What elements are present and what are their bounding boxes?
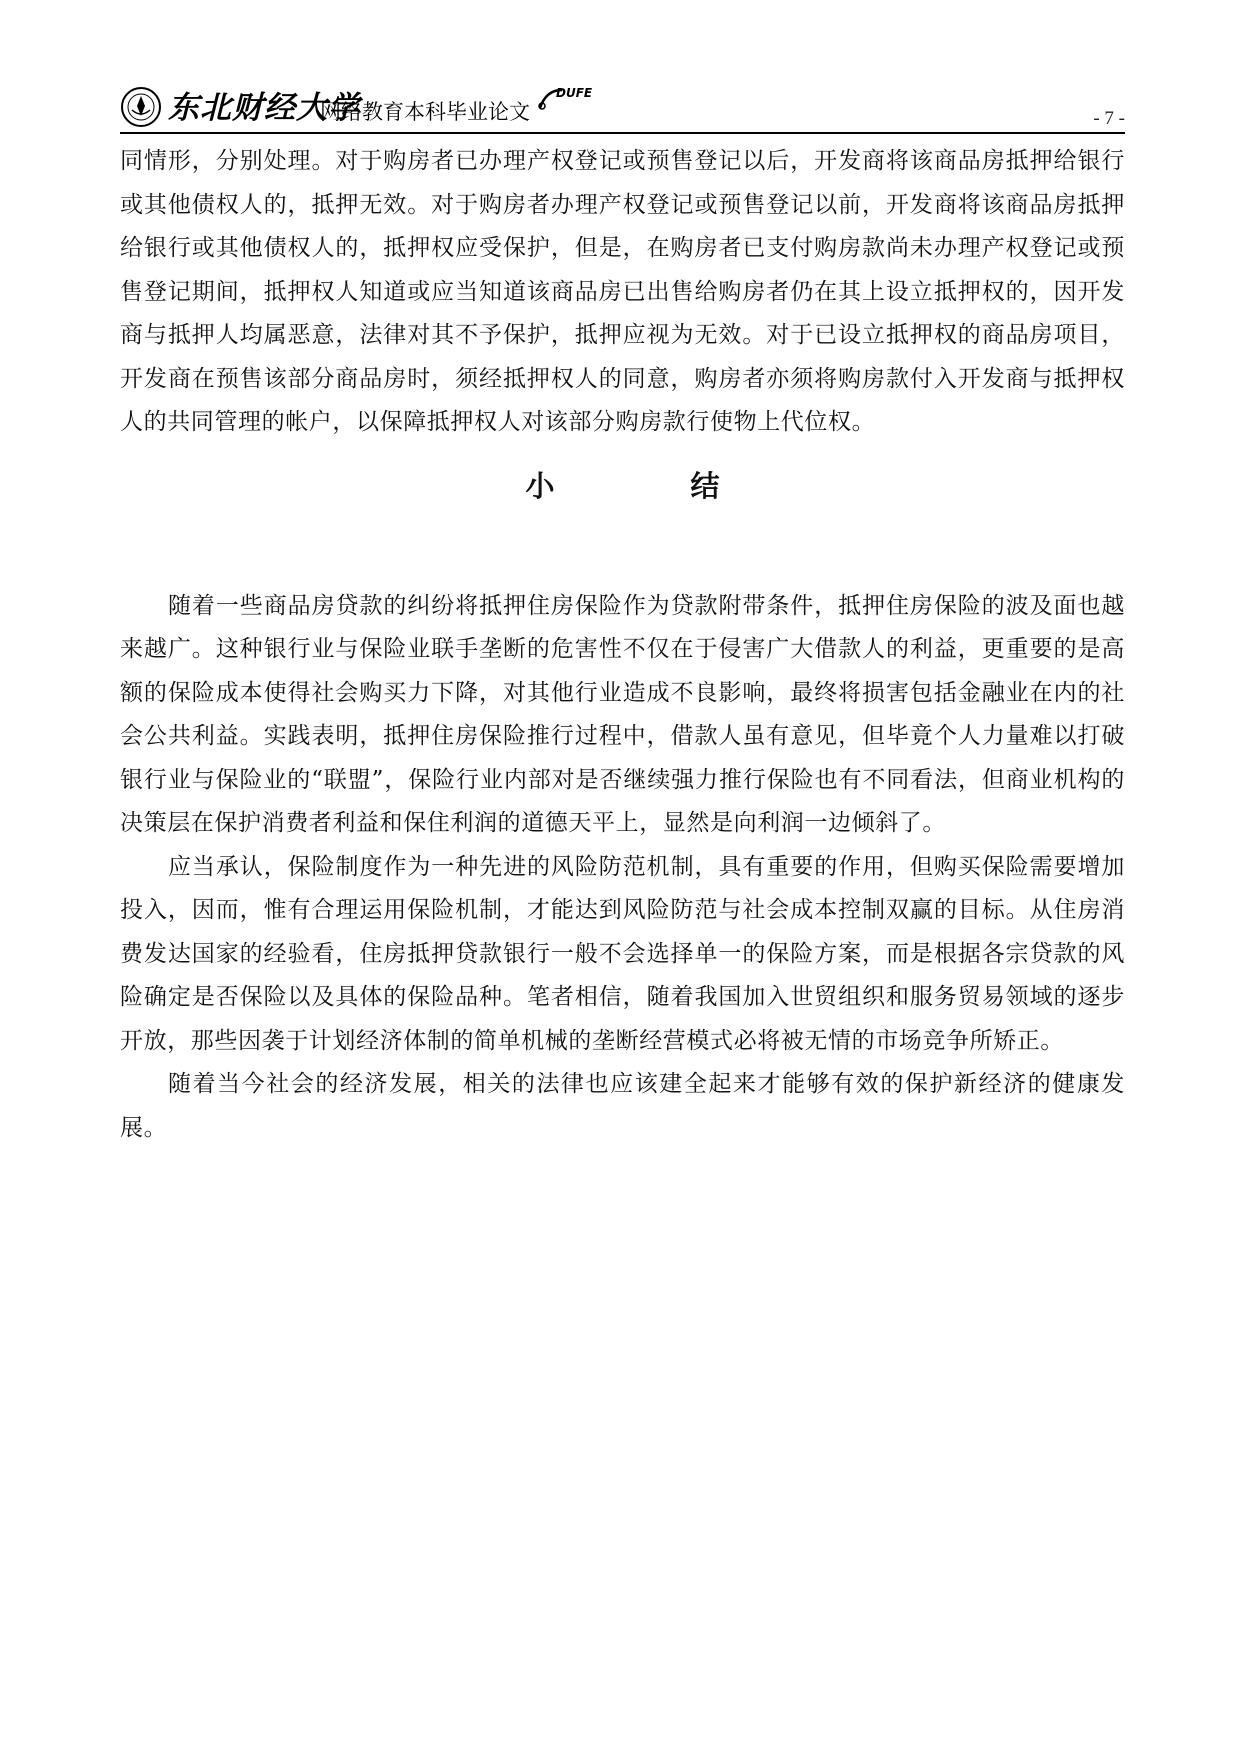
section-title	[120, 457, 1125, 515]
university-seal-icon	[120, 86, 162, 128]
page-number: - 7 -	[1093, 108, 1125, 129]
summary-paragraph: 随着当今社会的经济发展，相关的法律也应该建全起来才能够有效的保护新经济的健康发展。	[120, 1071, 1125, 1141]
page-header	[120, 84, 1125, 134]
summary-paragraph: 随着一些商品房贷款的纠纷将抵押住房保险作为贷款附带条件，抵押住房保险的波及面也越来越广。这种银行业与保险业联手垄断的危害性不仅在于侵害广大借款人的利益，更重要的是高额的保险成本使得社会购买力下降，对其他行业造成不良影响，最终将损害包括金融业在内的社会公共利益。实践表明，抵押住房保险推行过程中，借款人虽有意见，但毕竟个人力量难以打破银行业与保险业的“联盟”，保险行业内部对是否继续强力推行保险也有不同看法，但商业机构的决策层在保护消费者利益和保住利润的道德天平上，显然是向利润一边倾斜了。	[120, 592, 1125, 836]
header-subtitle: 网络教育本科毕业论文	[320, 100, 530, 124]
continuation-paragraph: 同情形，分别处理。对于购房者已办理产权登记或预售登记以后，开发商将该商品房抵押给银行或其他债权人的，抵押无效。对于购房者办理产权登记或预售登记以前，开发商将该商品房抵押给银行或其他债权人的，抵押权应受保护，但是，在购房者已支付购房款尚未办理产权登记或预售登记期间，抵押权人知道或应当知道该商品房已出售给购房者仍在其上设立抵押权的，因开发商与抵押人均属恶意，法律对其不予保护，抵押应视为无效。对于已设立抵押权的商品房项目，开发商在预售该部分商品房时，须经抵押权人的同意，购房者亦须将购房款付入开发商与抵押权人的共同管理的帐户，以保障抵押权人对该部分购房款行使物上代位权。	[120, 148, 1125, 435]
section-title-char-1: 小	[525, 468, 555, 503]
university-name: 东北财经大学	[168, 90, 360, 126]
section-spacer	[120, 515, 1125, 585]
document-body	[120, 140, 1125, 1150]
dufe-logo-text: DUFE	[556, 86, 593, 100]
header-divider	[120, 132, 1125, 134]
section-title-char-2: 结	[690, 468, 720, 503]
dufe-logo	[536, 84, 596, 114]
summary-paragraph: 应当承认，保险制度作为一种先进的风险防范机制，具有重要的作用，但购买保险需要增加投入，因而，惟有合理运用保险机制，才能达到风险防范与社会成本控制双赢的目标。从住房消费发达国家的经验看，住房抵押贷款银行一般不会选择单一的保险方案，而是根据各宗贷款的风险确定是否保险以及具体的保险品种。笔者相信，随着我国加入世贸组织和服务贸易领域的逐步开放，那些因袭于计划经济体制的简单机械的垄断经营模式必将被无情的市场竞争所矫正。	[120, 853, 1125, 1054]
